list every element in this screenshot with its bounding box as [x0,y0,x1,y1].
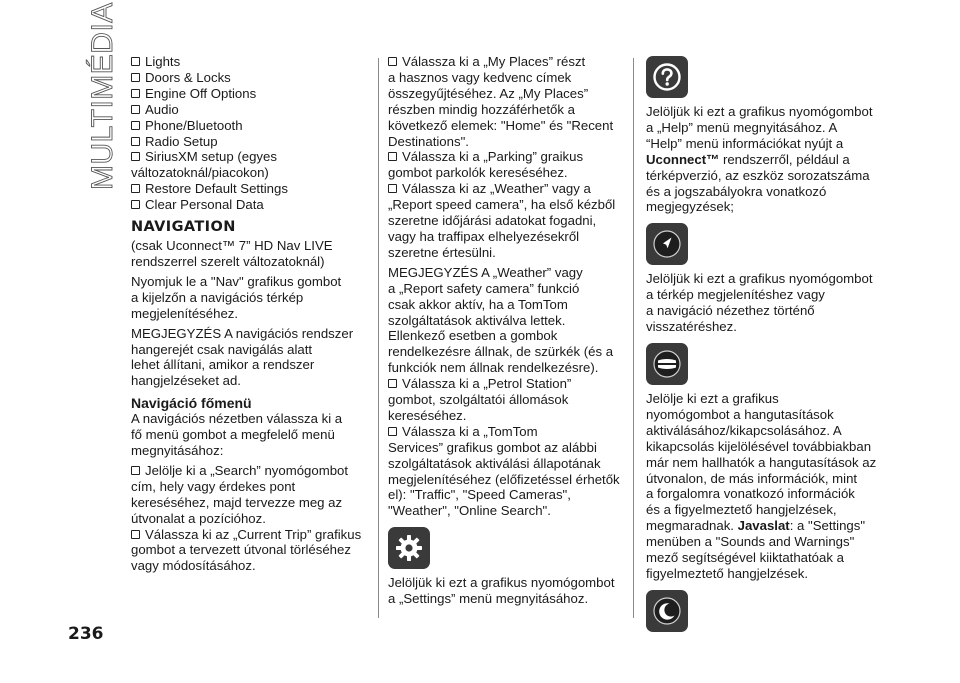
text-line [646,120,878,136]
text-line [388,487,622,503]
text-line [388,245,622,261]
line-text: Válassza ki az „Current Trip” grafikus [145,526,362,542]
line-text: Válassza ki a „Petrol Station” [402,376,572,392]
line-text: Doors & Locks [145,69,231,85]
section-side-title [82,2,119,190]
line-text: vagy ha traffipax elhelyezésekről [388,228,580,244]
text-line [388,118,622,134]
line-text: Lights [145,54,181,69]
text-line [131,443,371,459]
line-text: “Help” menü információkat nyújt a [646,135,844,151]
settings-list-item [131,102,371,118]
tomtom-services-bullet [388,424,622,519]
settings-list-item [131,149,371,165]
weather-note [388,265,622,376]
line-text: Ellenkező esetben a gombok [388,328,558,344]
line-text: változatoknál/piacokon) [131,165,269,181]
text-line [388,344,622,360]
settings-gear-icon [388,527,430,569]
text-line [388,472,622,488]
line-text: megjelenítéséhez (előfizetéssel érhetők [388,471,620,487]
parking-bullet [388,149,622,181]
line-text: funkciók nem állnak rendelkezésre). [388,360,599,376]
text-line [388,360,622,376]
line-text: szolgáltatások aktiválási állapotának [388,455,601,471]
text-line [388,149,622,165]
uconnect-brand: Uconnect™ [646,151,720,167]
text-line [646,455,878,471]
line-text: gombot parkolók kereséséhez. [388,165,568,181]
text-line [388,70,622,86]
text-line [131,373,371,389]
line-text: Nyomjuk le a "Nav" grafikus gombot [131,273,342,289]
line-text: Destinations". [388,133,469,149]
column-divider [633,58,634,618]
map-description [646,271,878,335]
line-text: gombot a tervezett útvonal törléséhez [131,542,351,558]
line-text: és a jogszabályokra vonatkozó [646,183,827,199]
mute-text-b: : a "Settings" [789,518,866,534]
line-text: a „Help” menü megnyitásához. A [646,119,838,135]
column-divider [378,58,379,618]
text-line [388,281,622,297]
text-line [131,238,371,254]
text-line [388,265,622,281]
line-text: már nem hallhatók a hangutasítások az [646,454,877,470]
main-menu-intro [131,411,371,459]
petrol-station-bullet [388,376,622,424]
line-text: térképverzió, az eszköz sorozatszáma [646,167,870,183]
line-text: szeretne értesülni. [388,244,496,260]
text-line [646,391,878,407]
line-text: a „Settings” menü megnyitásához. [388,591,589,607]
line-text: nyomógombot a hangutasítások [646,406,834,422]
line-text: visszatéréshez. [646,319,737,335]
text-line [388,392,622,408]
text-line [131,527,371,543]
text-line [646,136,878,152]
text-line [646,303,878,319]
line-text: megnyitásához: [131,443,224,459]
text-line [388,503,622,519]
text-line [388,86,622,102]
line-text: hangjelzéseket ad. [131,373,241,389]
line-text: aktiválásához/kikapcsolásához. A [646,422,842,438]
text-line [131,290,371,306]
my-places-bullet [388,54,622,149]
bullet-box-icon [131,466,140,475]
text-line [646,471,878,487]
line-text: Engine Off Options [145,85,257,101]
line-text: és a figyelmeztető hangjelzések, [646,502,837,518]
text-line [646,550,878,566]
text-line [131,558,371,574]
bullet-box-icon [388,379,397,388]
text-line [646,407,878,423]
current-trip-bullet [131,527,371,575]
text-line [131,411,371,427]
text-line [388,591,622,607]
line-text: a térkép megjelenítéshez vagy [646,287,825,303]
settings-description [388,575,622,607]
line-text: Clear Personal Data [145,197,264,213]
line-text: a hasznos vagy kedvenc címek [388,69,572,85]
column-3 [646,54,878,638]
text-line [388,575,622,591]
mute-speaker-icon [646,343,688,385]
bullet-box-icon [131,57,140,66]
line-text: megjegyzések; [646,199,734,215]
line-text: Jelölje ki ezt a grafikus [646,390,779,406]
bullet-box-icon [131,137,140,146]
bullet-box-icon [131,530,140,539]
text-line [388,408,622,424]
bullet-box-icon [131,121,140,130]
text-line [388,424,622,440]
navigation-heading: NAVIGATION [131,219,236,236]
settings-list-item [131,165,371,181]
text-line [388,440,622,456]
settings-list [131,54,371,213]
text-line [388,197,622,213]
help-brand-rest: rendszerről, például a [719,151,850,167]
text-line [388,165,622,181]
main-menu-heading: Navigáció főmenü [131,395,252,412]
help-brand-line [646,152,878,168]
line-text: megjelenítéséhez. [131,305,239,321]
text-line [646,534,878,550]
bullet-box-icon [131,89,140,98]
line-text: következő elemek: "Home" és "Recent [388,117,614,133]
line-text: kereséséhez. [388,407,467,423]
text-line [388,328,622,344]
settings-list-item [131,181,371,197]
text-line [646,184,878,200]
text-line [646,423,878,439]
text-line [646,271,878,287]
text-line [131,542,371,558]
line-text: szolgáltatások aktiválva lettek. [388,312,566,328]
text-line [646,486,878,502]
line-text: útvonalat a pozícióhoz. [131,510,266,526]
text-line [131,463,371,479]
line-text: Restore Default Settings [145,181,288,197]
help-description [646,104,878,152]
line-text: a forgalomra vonatkozó információk [646,486,855,502]
night-mode-moon-icon [646,590,688,632]
bullet-box-icon [131,73,140,82]
line-text: Válassza ki az „Weather” vagy a [402,181,591,197]
line-text: kikapcsolás kijelölésével továbbiakban [646,438,872,454]
line-text: Radio Setup [145,133,218,149]
line-text: "Weather", "Online Search". [388,503,551,519]
text-line [388,134,622,150]
column-1 [131,54,371,574]
section-title-text: MULTIMÉDIA [86,2,119,190]
text-line [131,427,371,443]
line-text: vagy módosításához. [131,558,256,574]
line-text: útvonalon, de más információk, mint [646,470,858,486]
search-bullet [131,463,371,527]
line-text: rendelkezésre állnak, de szürkék (és a [388,344,614,360]
text-line [646,104,878,120]
bullet-box-icon [388,427,397,436]
line-text: összegyűjtéséhez. Az „My Places” [388,85,589,101]
line-text: (csak Uconnect™ 7” HD Nav LIVE [131,238,333,254]
bullet-box-icon [388,152,397,161]
weather-bullet [388,181,622,261]
mute-text-a: megmaradnak. [646,518,738,534]
line-text: Válassza ki a „Parking” graikus [402,149,584,165]
line-text: lehet állítani, amikor a rendszer [131,357,315,373]
settings-list-item [131,118,371,134]
line-text: A navigációs nézetben válassza ki a [131,411,343,427]
settings-list-item [131,54,371,70]
line-text: kereséséhez, majd tervezze meg az [131,494,343,510]
line-text: „Report speed camera”, ha első kézből [388,197,616,213]
line-text: Services” grafikus gombot az alábbi [388,439,597,455]
text-line [646,502,878,518]
suggestion-label: Javaslat [737,518,790,534]
text-line [131,254,371,270]
line-text: csak akkor aktív, ha a TomTom [388,296,568,312]
line-text: el): "Traffic", "Speed Cameras", [388,487,571,503]
text-line [646,319,878,335]
settings-list-item [131,134,371,150]
bullet-box-icon [388,57,397,66]
text-line [388,297,622,313]
mute-suggestion-line [646,518,878,534]
bullet-box-icon [388,184,397,193]
text-line [388,456,622,472]
line-text: mező segítségével kiiktathatóak a [646,550,844,566]
line-text: Jelöljük ki ezt a grafikus nyomógombot [646,271,873,287]
line-text: Phone/Bluetooth [145,117,243,133]
line-text: Válassza ki a „TomTom [402,423,538,439]
text-line [388,213,622,229]
line-text: SiriusXM setup (egyes [145,149,277,165]
text-line [388,181,622,197]
text-line [388,102,622,118]
line-text: Jelölje ki a „Search” nyomógombot [145,462,349,478]
line-text: Audio [145,101,179,117]
text-line [131,495,371,511]
line-text: Jelöljük ki ezt a grafikus nyomógombot [388,575,615,591]
mute-description [646,391,878,518]
line-text: szeretne időjárási adatokat fogadni, [388,213,597,229]
line-text: rendszerrel szerelt változatoknál) [131,253,325,269]
line-text: Válassza ki a „My Places” részt [402,54,586,69]
line-text: menüben a "Sounds and Warnings" [646,534,855,550]
line-text: a kijelzőn a navigációs térkép [131,289,304,305]
line-text: hangerejét csak navigálás alatt [131,341,313,357]
text-line [131,342,371,358]
page-number: 236 [68,624,104,644]
nav-paragraph-2 [131,274,371,322]
map-arrow-icon [646,223,688,265]
settings-list-item [131,86,371,102]
text-line [131,274,371,290]
column-2 [388,54,622,607]
line-text: gombot, szolgáltatói állomások [388,392,569,408]
line-text: a navigáció nézethez történő [646,303,815,319]
text-line [646,566,878,582]
bullet-box-icon [131,152,140,161]
text-line [388,54,622,70]
text-line [131,357,371,373]
settings-list-item [131,197,371,213]
line-text: figyelmeztető hangjelzések. [646,565,809,581]
text-line [131,511,371,527]
nav-note [131,326,371,390]
text-line [131,479,371,495]
line-text: cím, hely vagy érdekes pont [131,478,296,494]
text-line [646,439,878,455]
text-line [131,306,371,322]
line-text: MEGJEGYZÉS A navigációs rendszer [131,325,354,341]
bullet-box-icon [131,105,140,114]
text-line [646,199,878,215]
text-line [388,376,622,392]
text-line [131,326,371,342]
text-line [646,168,878,184]
mute-description-cont [646,534,878,582]
text-line [646,287,878,303]
bullet-box-icon [131,184,140,193]
help-description-cont [646,168,878,216]
text-line [388,229,622,245]
text-line [388,313,622,329]
line-text: Jelöljük ki ezt a grafikus nyomógombot [646,104,873,119]
settings-list-item [131,70,371,86]
nav-paragraph-1 [131,238,371,270]
line-text: MEGJEGYZÉS A „Weather” vagy [388,264,583,280]
bullet-box-icon [131,200,140,209]
line-text: részben mindig hozzáférhetők a [388,101,575,117]
help-icon [646,56,688,98]
line-text: a „Report safety camera” funkció [388,280,580,296]
line-text: fő menü gombot a megfelelő menü [131,427,335,443]
